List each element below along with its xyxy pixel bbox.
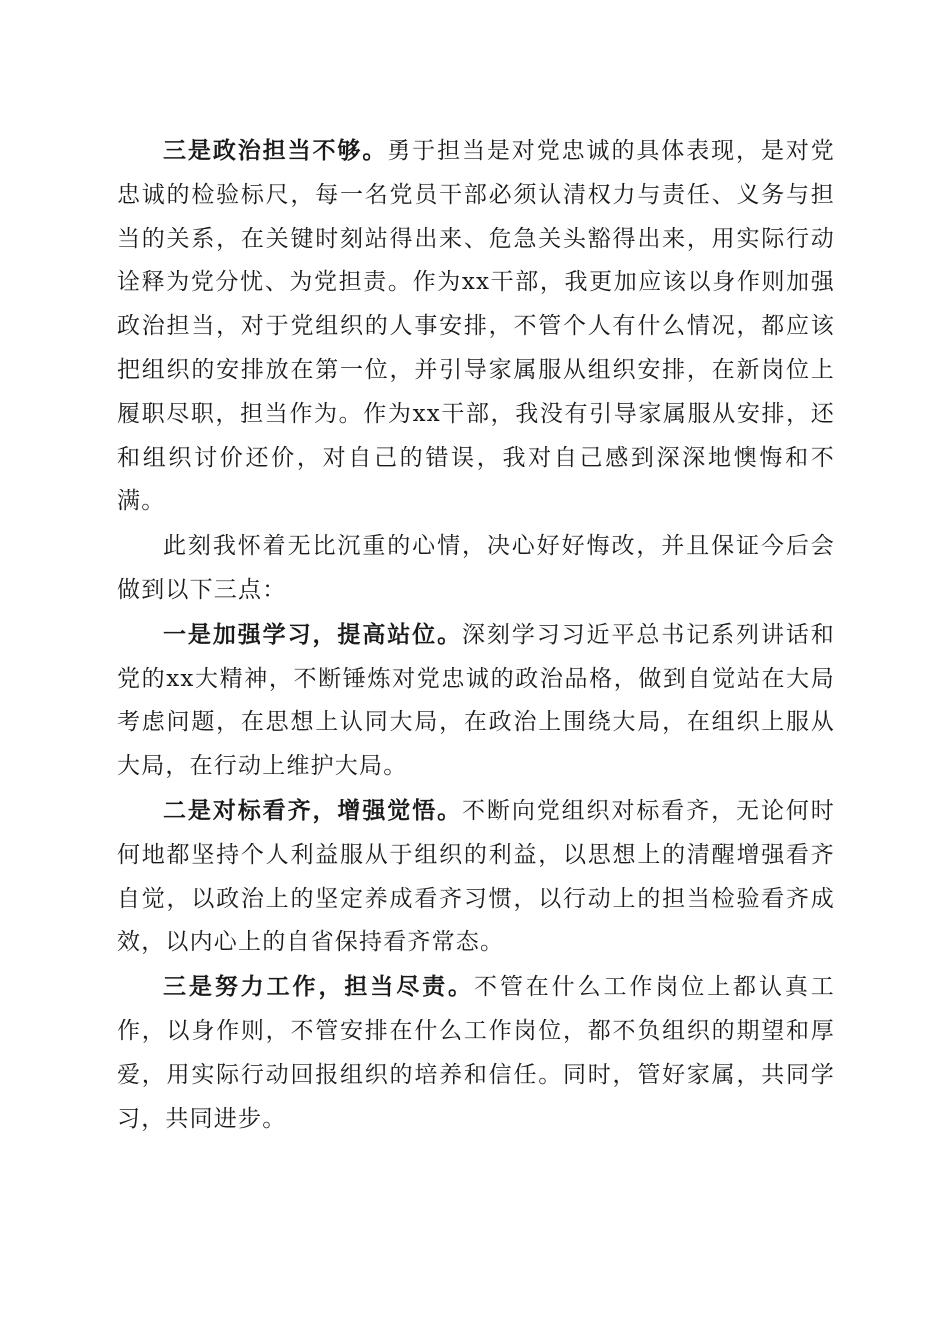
paragraph-point-two bbox=[117, 789, 835, 965]
paragraph-point-one bbox=[117, 613, 835, 789]
paragraph-resolution-intro bbox=[117, 524, 835, 613]
paragraph-body: 不断向党组织对标看齐，无论何时何地都坚持个人利益服从于组织的利益，以思想上的清醒增强看齐自觉，以政治上的坚定养成看齐习惯，以行动上的担当检验看齐成效，以内心上的自省保持看齐常态。 bbox=[117, 797, 835, 956]
paragraph-political-responsibility bbox=[117, 129, 835, 524]
paragraph-body: 勇于担当是对党忠诚的具体表现，是对党忠诚的检验标尺，每一名党员干部必须认清权力与责任、义务与担当的关系，在关键时刻站得出来、危急关头豁得出来，用实际行动诠释为党分忧、为党担责。作为xx干部，我更加应该以身作则加强政治担当，对于党组织的人事安排，不管个人有什么情况，都应该把组织的安排放在第一位，并引导家属服从组织安排，在新岗位上履职尽职，担当作为。作为xx干部，我没有引导家属服从安排，还和组织讨价还价，对自己的错误，我对自己感到深深地懊悔和不满。 bbox=[117, 138, 835, 515]
paragraph-heading: 三是政治担当不够。 bbox=[163, 137, 388, 164]
paragraph-heading: 二是对标看齐，增强觉悟。 bbox=[163, 796, 462, 824]
paragraph-heading: 三是努力工作，担当尽责。 bbox=[163, 973, 474, 1001]
paragraph-heading: 一是加强学习，提高站位。 bbox=[163, 620, 462, 648]
paragraph-point-three bbox=[117, 965, 835, 1141]
paragraph-body: 此刻我怀着无比沉重的心情，决心好好悔改，并且保证今后会做到以下三点： bbox=[117, 533, 835, 603]
paragraph-body: 深刻学习习近平总书记系列讲话和党的xx大精神，不断锤炼对党忠诚的政治品格，做到自觉站在大局考虑问题，在思想上认同大局，在政治上围绕大局，在组织上服从大局，在行动上维护大局。 bbox=[117, 621, 835, 780]
document-page bbox=[117, 129, 835, 1141]
paragraph-body: 不管在什么工作岗位上都认真工作，以身作则，不管安排在什么工作岗位，都不负组织的期望和厚爱，用实际行动回报组织的培养和信任。同时，管好家属，共同学习，共同进步。 bbox=[117, 974, 835, 1132]
